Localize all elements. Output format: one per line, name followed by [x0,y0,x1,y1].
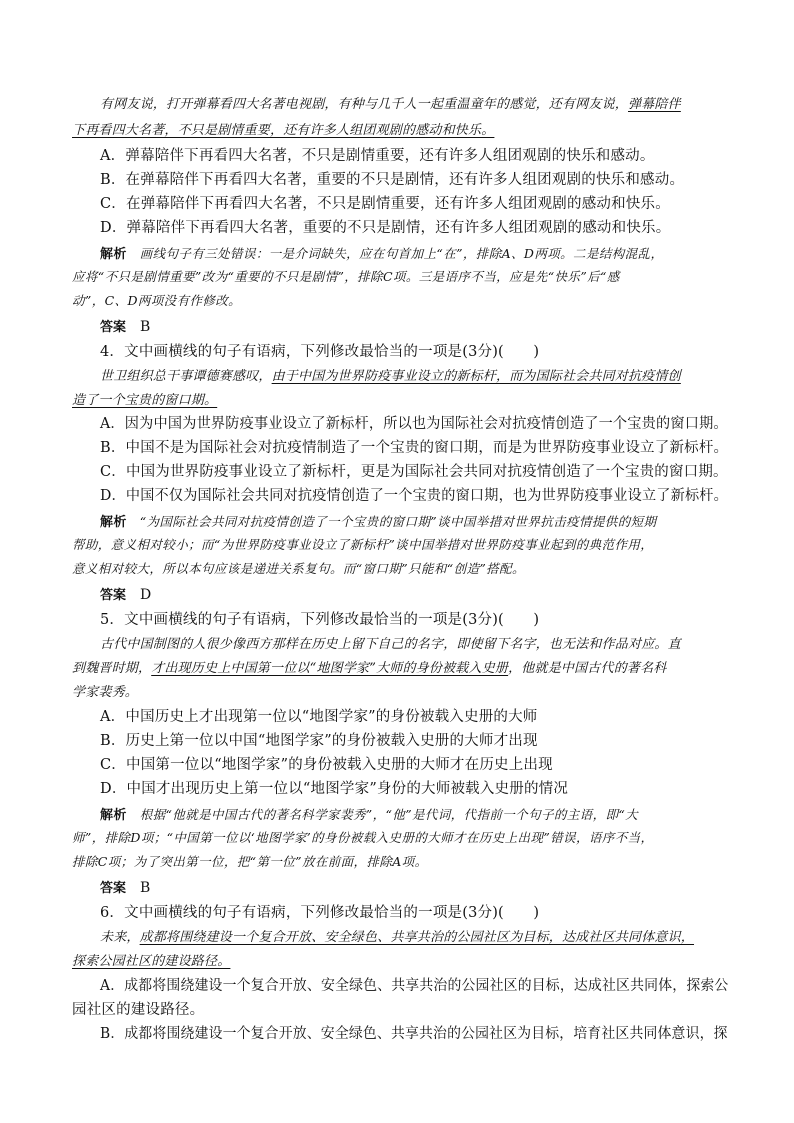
q5-answer-value: B [140,880,151,896]
q6-underlined-text: 探索公园社区的建设路径。 [72,954,231,969]
answer-label: 答案 [100,588,127,603]
q3-option-a[interactable]: A．弹幕陪伴下再看四大名著，不只是剧情重要，还有许多人组团观剧的快乐和感动。 [100,148,655,164]
q3-answer [100,316,150,336]
q5-option-d[interactable]: D．中国才出现历史上第一位以“地图学家”身份的大师被载入史册的情况 [100,781,569,797]
q4-answer [100,584,151,604]
q4-question: 4．文中画横线的句子有语病，下列修改最恰当的一项是(3分)( ) [100,344,540,360]
q4-option-a[interactable]: A．因为中国为世界防疫事业设立了新标杆，所以也为国际社会对抗疫情创造了一个宝贵的窗口期。 [100,416,728,432]
q6-underlined-text: 成都将围绕建设一个复合开放、安全绿色、共享共治的公园社区为目标，达成社区共同体意识， [139,930,695,945]
q3-answer-value: B [140,319,151,335]
q5-question: 5．文中画横线的句子有语病，下列修改最恰当的一项是(3分)( ) [100,612,540,628]
q4-underlined-text: 造了一个宝贵的窗口期。 [72,393,218,408]
q5-passage-text: 到魏晋时期， [72,661,152,676]
q3-explanation-line-1 [100,243,663,262]
q3-option-c[interactable]: C．在弹幕陪伴下再看四大名著，不只是剧情重要，还有许多人组团观剧的感动和快乐。 [100,196,670,212]
q6-passage-line-1 [100,926,694,945]
q4-option-b[interactable]: B．中国不是为国际社会对抗疫情制造了一个宝贵的窗口期，而是为世界防疫事业设立了新标杆。 [100,440,729,456]
q4-option-c[interactable]: C．中国为世界防疫事业设立了新标杆，更是为国际社会共同对抗疫情创造了一个宝贵的窗口期。 [100,464,728,480]
explanation-label: 解析 [100,247,127,262]
q5-explanation-line-1 [100,804,638,823]
q5-answer [100,877,150,897]
q6-question: 6．文中画横线的句子有语病，下列修改最恰当的一项是(3分)( ) [100,905,540,921]
q4-underlined-text: 由于中国为世界防疫事业设立的新标杆，而为国际社会共同对抗疫情创 [271,369,681,384]
q5-passage-line-3: 学家裴秀。 [72,685,139,700]
q6-option-a[interactable]: A．成都将围绕建设一个复合开放、安全绿色、共享共治的公园社区的目标，达成社区共同体，探索公 [100,978,729,994]
q6-passage-text: 未来， [100,930,140,945]
q4-passage-text: 世卫组织总干事谭德赛感叹， [100,369,272,384]
q3-underlined-text: 下再看四大名著，不只是剧情重要，还有许多人组团观剧的感动和快乐。 [72,123,495,138]
q4-explanation-line-1 [100,511,656,530]
q5-explanation-line-3: 排除C项；为了突出第一位，把“第一位”放在前面，排除A项。 [72,854,428,869]
q3-passage-line-2 [72,119,494,138]
q5-explanation-text: 根据“他就是中国古代的著名科学家裴秀”，“他”是代词，代指前一个句子的主语，即“大 [139,807,639,822]
q5-option-c[interactable]: C．中国第一位以“地图学家”的身份被载入史册的大师才在历史上出现 [100,757,553,773]
q5-passage-line-2 [72,657,667,676]
q3-explanation-text: 画线句子有三处错误：一是介词缺失，应在句首加上“在”，排除A、D两项。二是结构混乱， [139,246,664,261]
q3-option-b[interactable]: B．在弹幕陪伴下再看四大名著，重要的不只是剧情，还有许多人组团观剧的快乐和感动。 [100,172,685,188]
q3-option-d[interactable]: D．弹幕陪伴下再看四大名著，重要的不只是剧情，还有许多人组团观剧的感动和快乐。 [100,220,671,236]
q3-passage-text: 有网友说，打开弹幕看四大名著电视剧，有种与几千人一起重温童年的感觉，还有网友说， [100,97,629,112]
q4-option-d[interactable]: D．中国不仅为国际社会共同对抗疫情创造了一个宝贵的窗口期，也为世界防疫事业设立了新标杆。 [100,488,728,504]
q6-passage-line-2 [72,950,230,969]
q5-underlined-text: 才出现历史上中国第一位以“地图学家”大师的身份被载入史册 [151,661,509,676]
q4-explanation-line-2: 帮助，意义相对较小；而“为世界防疫事业设立了新标杆”谈中国举措对世界防疫事业起到的典范作用， [72,537,654,552]
answer-label: 答案 [100,881,127,896]
q4-passage-line-1 [100,365,681,384]
q5-option-b[interactable]: B．历史上第一位以中国“地图学家”的身份被载入史册的大师才出现 [100,733,538,749]
q3-passage-line-1 [100,93,681,112]
q4-explanation-line-3: 意义相对较大，所以本句应该是递进关系复句。而“窗口期”只能和“创造”搭配。 [72,561,525,576]
q6-option-b[interactable]: B．成都将围绕建设一个复合开放、安全绿色、共享共治的公园社区为目标，培育社区共同体意识，探 [100,1026,728,1042]
q4-answer-value: D [140,587,152,603]
q5-explanation-line-2: 师”，排除D项；“中国第一位以‘地图学家’的身份被载入史册的大师才在历史上出现”错误，语序不当， [72,830,654,845]
q5-passage-line-1: 古代中国制图的人很少像西方那样在历史上留下自己的名字，即使留下名字，也无法和作品对应。直 [100,637,681,652]
q3-underlined-text: 弹幕陪伴 [628,97,681,112]
q3-explanation-line-3: 动”，C、D两项没有作修改。 [72,293,242,308]
answer-label: 答案 [100,320,127,335]
q4-explanation-text: “为国际社会共同对抗疫情创造了一个宝贵的窗口期”谈中国举措对世界抗击疫情提供的短期 [139,514,657,529]
q3-explanation-line-2: 应将“不只是剧情重要”改为“重要的不只是剧情”，排除C项。三是语序不当，应是先“快乐”后“感 [72,269,620,284]
q4-passage-line-2 [72,389,217,408]
q6-option-a-continued[interactable]: 园社区的建设路径。 [72,1002,205,1018]
q5-option-a[interactable]: A．中国历史上才出现第一位以“地图学家”的身份被载入史册的大师 [100,709,538,725]
explanation-label: 解析 [100,515,127,530]
q5-passage-text: ，他就是中国古代的著名科 [508,661,667,676]
explanation-label: 解析 [100,808,127,823]
